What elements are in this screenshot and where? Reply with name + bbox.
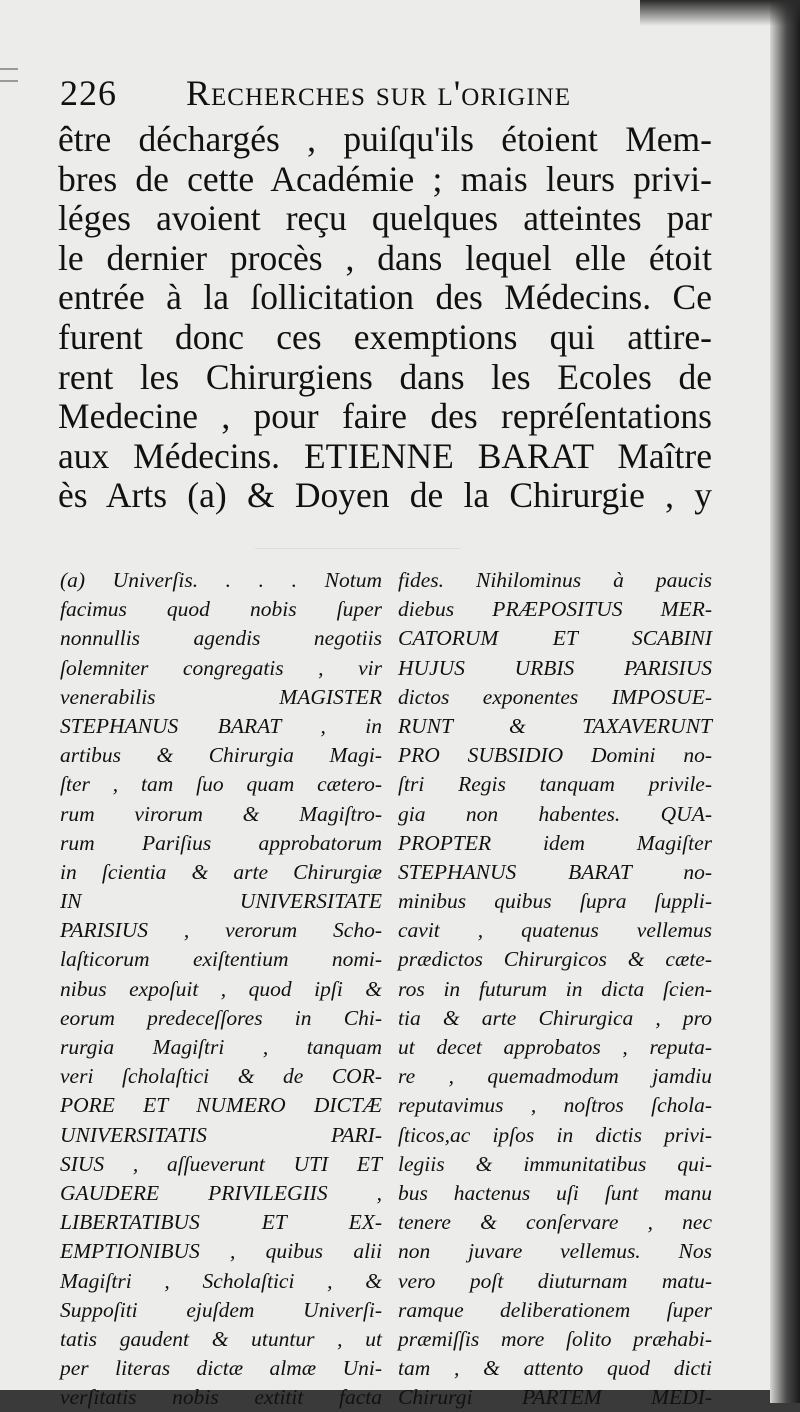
footnote-separator [255,548,460,549]
footnote-line: PRO SUBSIDIO Domini no- [398,743,712,768]
footnote-line: tia & arte Chirurgica , pro [398,1005,712,1030]
footnote-line: prædictos Chirurgicos & cæte- [398,947,712,972]
footnote-line: reputavimus , noſtros ſchola- [398,1093,712,1118]
scan-shadow [640,0,800,26]
footnote-line: veri ſcholaſtici & de COR- [60,1064,382,1089]
text-line: être déchargés , puiſqu'ils étoient Mem- [58,119,712,159]
footnote-line: legiis & immunitatibus qui- [398,1151,712,1176]
footnote-line: fides. Nihilominus à paucis [398,568,712,592]
text-line: rent les Chirurgiens dans les Ecoles de [58,356,712,397]
footnote-line: ramque deliberationem ſuper [398,1297,712,1322]
footnote-line: diebus PRÆPOSITUS MER- [398,597,712,622]
footnote-line: CATORUM ET SCABINI [398,626,712,651]
footnote-line: rurgia Magiſtri , tanquam [60,1035,382,1059]
footnote-line: IN UNIVERSITATE [60,889,382,914]
running-title: Recherches sur l'origine [186,73,572,113]
footnote-line: HUJUS URBIS PARISIUS [398,655,712,680]
page-number: 226 [60,73,117,113]
footnote-line: STEPHANUS BARAT no- [398,859,712,884]
text-line: Medecine , pour faire des repréſentations [58,396,712,437]
footnote-line: non juvare vellemus. Nos [398,1239,712,1264]
footnote-line: laſticorum exiſtentium nomi- [60,947,382,972]
footnote-line: SIUS , aſſueverunt UTI ET [60,1151,382,1176]
margin-mark [0,80,18,82]
footnote-left-column [60,566,382,1412]
text-line: bres de cette Académie ; mais leurs privi- [58,158,712,199]
text-line: furent donc ces exemptions qui attire- [58,316,712,357]
footnote-line: ſter , tam ſuo quam cætero- [60,772,382,797]
footnote-line: bus hactenus uſi ſunt manu [398,1180,712,1205]
footnote-line: tam , & attento quod dicti [398,1356,712,1381]
footnote-line: STEPHANUS BARAT , in [60,713,382,738]
footnote-line: minibus quibus ſupra ſuppli- [398,889,712,914]
footnote-line: præmiſſis more ſolito præhabi- [398,1326,712,1351]
footnote-line: re , quemadmodum jamdiu [398,1064,712,1089]
footnote-line: nonnullis agendis negotiis [60,626,382,651]
footnote-line: in ſcientia & arte Chirurgiæ [60,859,382,884]
footnote-line: artibus & Chirurgia Magi- [60,743,382,768]
footnote-line: ſtri Regis tanquam privile- [398,772,712,797]
text-line: aux Médecins. ETIENNE BARAT Maître [58,435,712,476]
footnote-line: PORE ET NUMERO DICTÆ [60,1093,382,1118]
text-line: entrée à la ſollicitation des Médecins. Ce [58,277,712,318]
footnote-line: eorum predeceſſores in Chi- [60,1005,382,1030]
footnote-line: cavit , quatenus vellemus [398,918,712,943]
footnote-line: tenere & conſervare , nec [398,1210,712,1235]
footnote-line: PROPTER idem Magiſter [398,830,712,855]
footnote-line: LIBERTATIBUS ET EX- [60,1210,382,1235]
footnote-line: EMPTIONIBUS , quibus alii [60,1239,382,1264]
page-header [60,72,720,118]
footnote-line: Chirurgi PARTEM MEDI- [398,1385,712,1410]
footnote-line: Magiſtri , Scholaſtici , & [60,1268,382,1293]
footnote-line: gia non habentes. QUA- [398,801,712,826]
footnote-line: tatis gaudent & utuntur , ut [60,1326,382,1351]
footnote-line: RUNT & TAXAVERUNT [398,713,712,738]
footnote-line: rum Pariſius approbatorum [60,830,382,855]
footnote-line: rum virorum & Magiſtro- [60,801,382,826]
text-line: léges avoient reçu quelques atteintes par [58,198,712,239]
footnote-line: vero poſt diuturnam matu- [398,1268,712,1293]
footnote-line: ros in futurum in dicta ſcien- [398,976,712,1001]
footnote-line: dictos exponentes IMPOSUE- [398,684,712,709]
footnote-line: Suppoſiti ejuſdem Univerſi- [60,1297,382,1322]
footnote-line: UNIVERSITATIS PARI- [60,1122,382,1147]
footnote-right-column [398,566,712,1412]
footnote-line: ſolemniter congregatis , vir [60,655,382,680]
footnote-line: per literas dictæ almæ Uni- [60,1356,382,1381]
footnote-line: (a) Univerſis. . . . Notum [60,568,382,592]
footnote-line: GAUDERE PRIVILEGIIS , [60,1180,382,1205]
text-line: ès Arts (a) & Doyen de la Chirurgie , y [58,475,712,516]
main-text [58,120,712,516]
footnote-line: ut decet approbatos , reputa- [398,1035,712,1059]
footnote-line: ſticos,ac ipſos in dictis privi- [398,1122,712,1147]
margin-mark [0,68,18,70]
footnote-line: facimus quod nobis ſuper [60,597,382,622]
text-line: le dernier procès , dans lequel elle étoit [58,237,712,278]
footnote-line: venerabilis MAGISTER [60,684,382,709]
footnote-line: PARISIUS , verorum Scho- [60,918,382,943]
footnote-line: nibus expoſuit , quod ipſi & [60,976,382,1001]
page-edge-shadow [770,0,800,1403]
footnote-line: verſitatis nobis extitit facta [60,1385,382,1410]
